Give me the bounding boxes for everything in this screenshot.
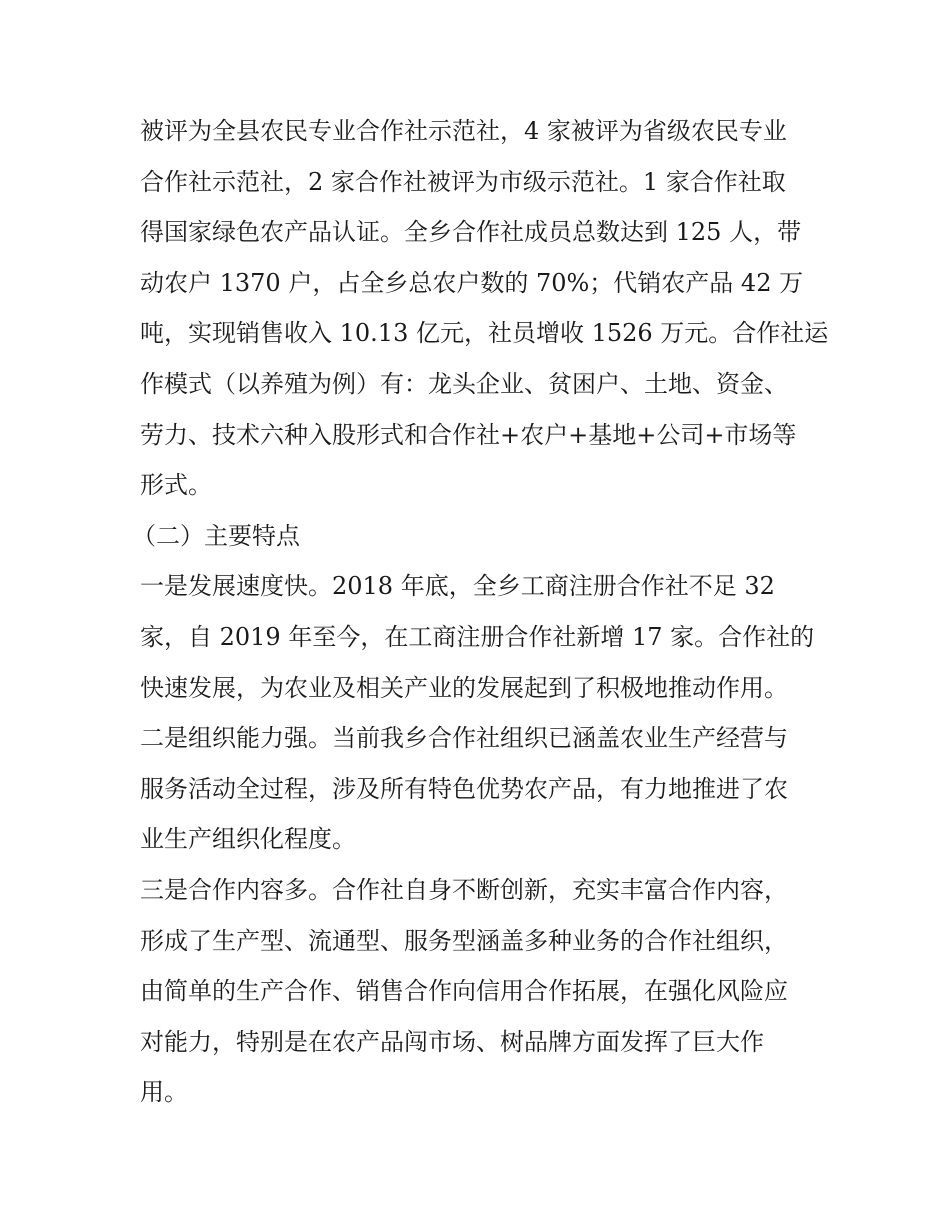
text-line: 一是发展速度快。2018 年底，全乡工商注册合作社不足 32 bbox=[140, 572, 775, 601]
text-line: 业生产组织化程度。 bbox=[140, 825, 356, 854]
section-heading: （二）主要特点 bbox=[132, 521, 300, 550]
text-line: 对能力，特别是在农产品闯市场、树品牌方面发挥了巨大作 bbox=[140, 1027, 764, 1056]
text-line: 用。 bbox=[140, 1078, 188, 1107]
text-line: 作模式（以养殖为例）有：龙头企业、贫困户、土地、资金、 bbox=[140, 369, 788, 398]
intro-paragraph bbox=[140, 106, 829, 511]
text-line: 形成了生产型、流通型、服务型涵盖多种业务的合作社组织， bbox=[140, 926, 788, 955]
text-line: 劳力、技术六种入股形式和合作社+农户+基地+公司+市场等 bbox=[140, 420, 797, 449]
text-line: 形式。 bbox=[140, 471, 212, 500]
point-three-paragraph bbox=[140, 865, 812, 1118]
text-line: 三是合作内容多。合作社自身不断创新，充实丰富合作内容， bbox=[140, 875, 788, 904]
text-line: 合作社示范社，2 家合作社被评为市级示范社。1 家合作社取 bbox=[140, 167, 786, 196]
text-line: 二是组织能力强。当前我乡合作社组织已涵盖农业生产经营与 bbox=[140, 724, 788, 753]
text-line: 动农户 1370 户，占全乡总农户数的 70%；代销农产品 42 万 bbox=[140, 268, 804, 297]
text-line: 得国家绿色农产品认证。全乡合作社成员总数达到 125 人，带 bbox=[140, 218, 802, 247]
text-line: 家，自 2019 年至今，在工商注册合作社新增 17 家。合作社的 bbox=[140, 622, 815, 651]
text-line: 吨，实现销售收入 10.13 亿元，社员增收 1526 万元。合作社运 bbox=[140, 319, 829, 348]
document-page bbox=[132, 106, 829, 1118]
text-line: 由简单的生产合作、销售合作向信用合作拓展，在强化风险应 bbox=[140, 977, 788, 1006]
point-one-paragraph bbox=[140, 561, 815, 713]
point-two-paragraph bbox=[140, 713, 812, 865]
text-line: 服务活动全过程，涉及所有特色优势农产品，有力地推进了农 bbox=[140, 774, 788, 803]
text-line: 快速发展，为农业及相关产业的发展起到了积极地推动作用。 bbox=[140, 673, 788, 702]
text-line: 被评为全县农民专业合作社示范社，4 家被评为省级农民专业 bbox=[140, 117, 787, 145]
